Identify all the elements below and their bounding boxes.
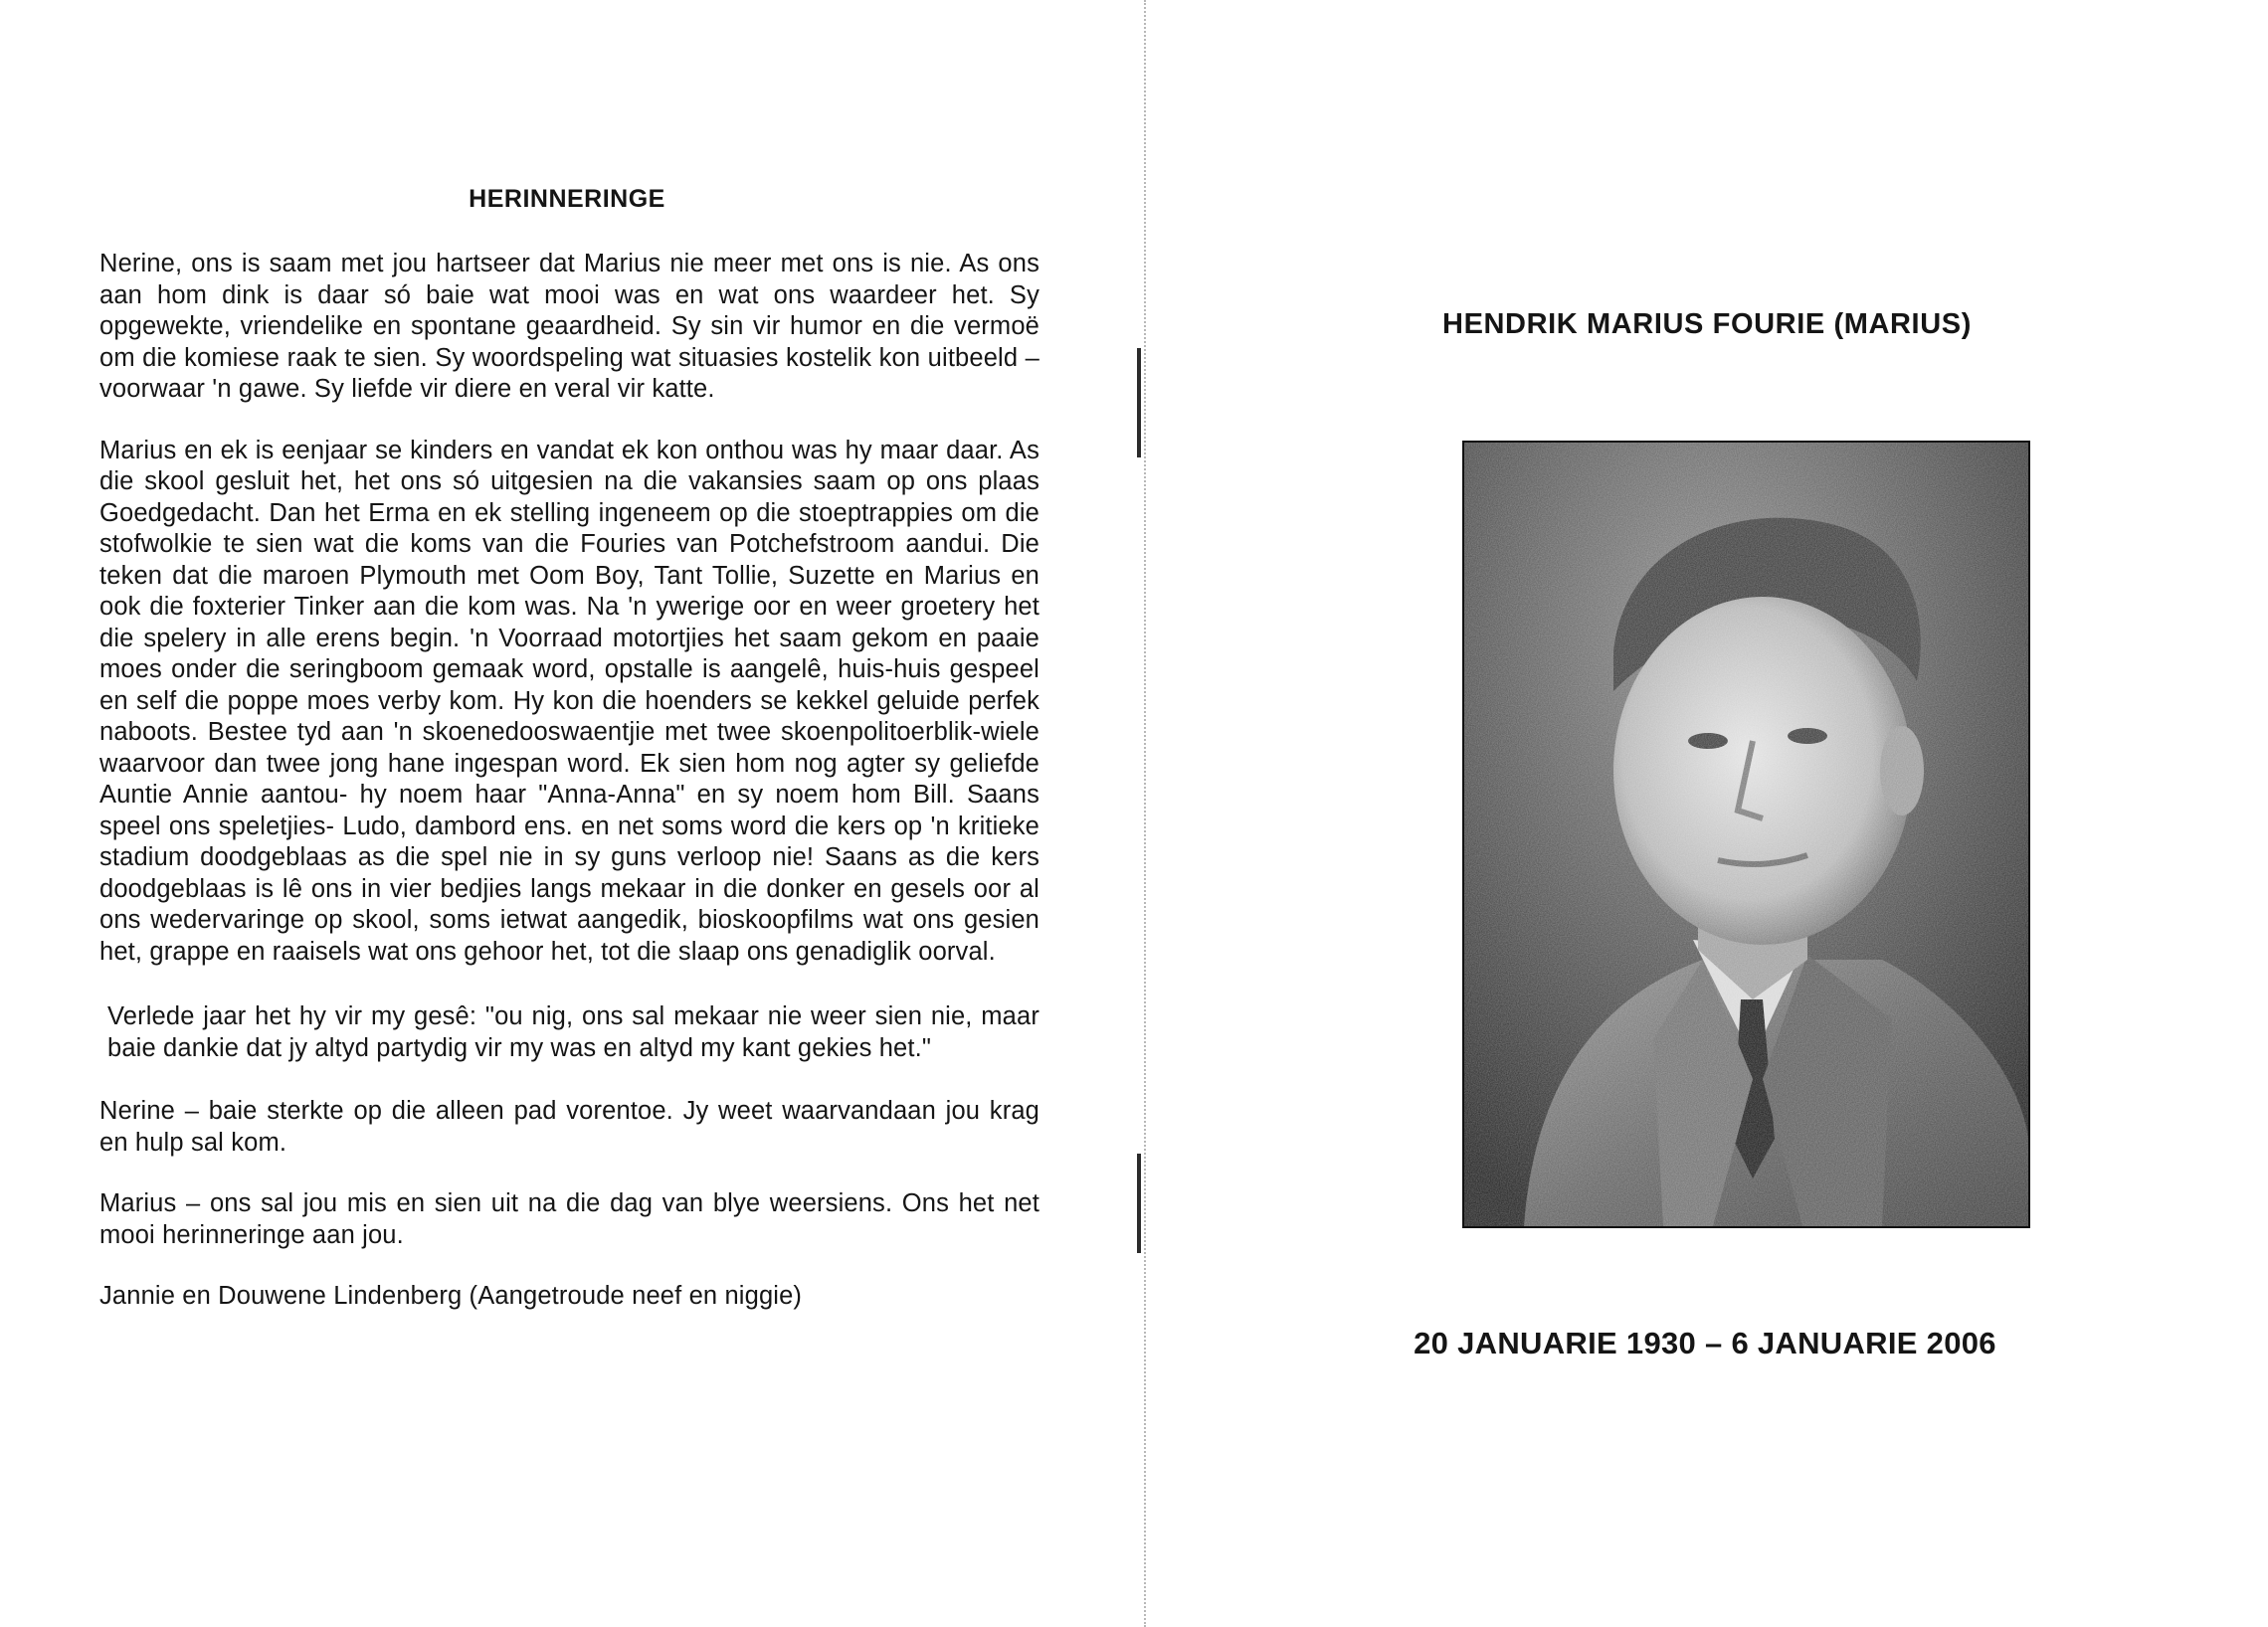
deceased-name: HENDRIK MARIUS FOURIE (MARIUS) bbox=[1442, 308, 1972, 340]
paragraph-childhood-memories: Marius en ek is eenjaar se kinders en vandat ek kon onthou was hy maar daar. As die skool gesluit het, het ons só uitgesien na die vakansies saam op ons plaas Goedgedacht. Dan het Erma en ek stelling ingeneem op die stoeptrappies om die stofwolkie te sien wat die koms van die Fouries van Potchefstroom aandui. Die teken dat die maroen Plymouth met Oom Boy, Tant Tollie, Suzette en Marius en ook die foxterier Tinker aan die kom was. Na 'n ywerige oor en weer groetery het die spelery in alle erens begin. 'n Voorraad motortjies het saam gekom en paaie moes onder die seringboom gemaak word, opstalle is aangelê, huis-huis gespeel en self die poppe moes verby kom. Hy kon die hoenders se kekkel geluide perfek naboots. Bestee tyd aan 'n skoenedooswaentjie met twee skoenpolitoerblik-wiele waarvoor dan twee jong hane ingespan word. Ek sien hom nog agter sy geliefde Auntie Annie aantou- hy noem haar "Anna-Anna" en sy noem hom Bill. Saans speel ons speletjies- Ludo, dambord ens. en net soms word die kers op 'n kritieke stadium doodgeblaas as die spel nie in sy guns verloop nie! Saans as die kers doodgeblaas is lê ons in vier bedjies langs mekaar in die donker en gesels oor al ons wedervaringe op skool, soms ietwat aangedik, bioskoopfilms wat ons gesien het, grappe en raaisels wat ons gehoor het, tot die slaap ons genadiglik oorval. bbox=[99, 436, 1040, 966]
right-page bbox=[1134, 0, 2268, 1627]
paragraph-condolence: Nerine, ons is saam met jou hartseer dat Marius nie meer met ons is nie. As ons aan hom dink is daar só baie wat mooi was en wat ons waardeer het. Sy opgewekte, vriendelike en spontane geaardheid. Sy sin vir humor en die vermoë om die komiese raak te sien. Sy woordspeling wat situasies kostelik kon uitbeeld – voorwaar 'n gawe. Sy liefde vir diere en veral vir katte. bbox=[99, 250, 1040, 403]
paragraph-last-words: Verlede jaar het hy vir my gesê: "ou nig, ons sal mekaar nie weer sien nie, maar baie dankie dat jy altyd partydig vir my was en altyd my kant gekies het." bbox=[107, 1002, 1040, 1062]
signature-line: Jannie en Douwene Lindenberg (Aangetroude neef en niggie) bbox=[99, 1282, 803, 1310]
memorial-text bbox=[99, 249, 1040, 1343]
life-dates: 20 JANUARIE 1930 – 6 JANUARIE 2006 bbox=[1414, 1326, 1996, 1360]
paragraph-farewell: Marius – ons sal jou mis en sien uit na die dag van blye weersiens. Ons het net mooi herinneringe aan jou. bbox=[99, 1189, 1040, 1249]
paragraph-strength-wishes: Nerine – baie sterkte op die alleen pad vorentoe. Jy weet waarvandaan jou krag en hulp sal kom. bbox=[99, 1097, 1040, 1157]
portrait-photo bbox=[1462, 441, 2030, 1228]
page-heading: HERINNERINGE bbox=[469, 185, 665, 213]
